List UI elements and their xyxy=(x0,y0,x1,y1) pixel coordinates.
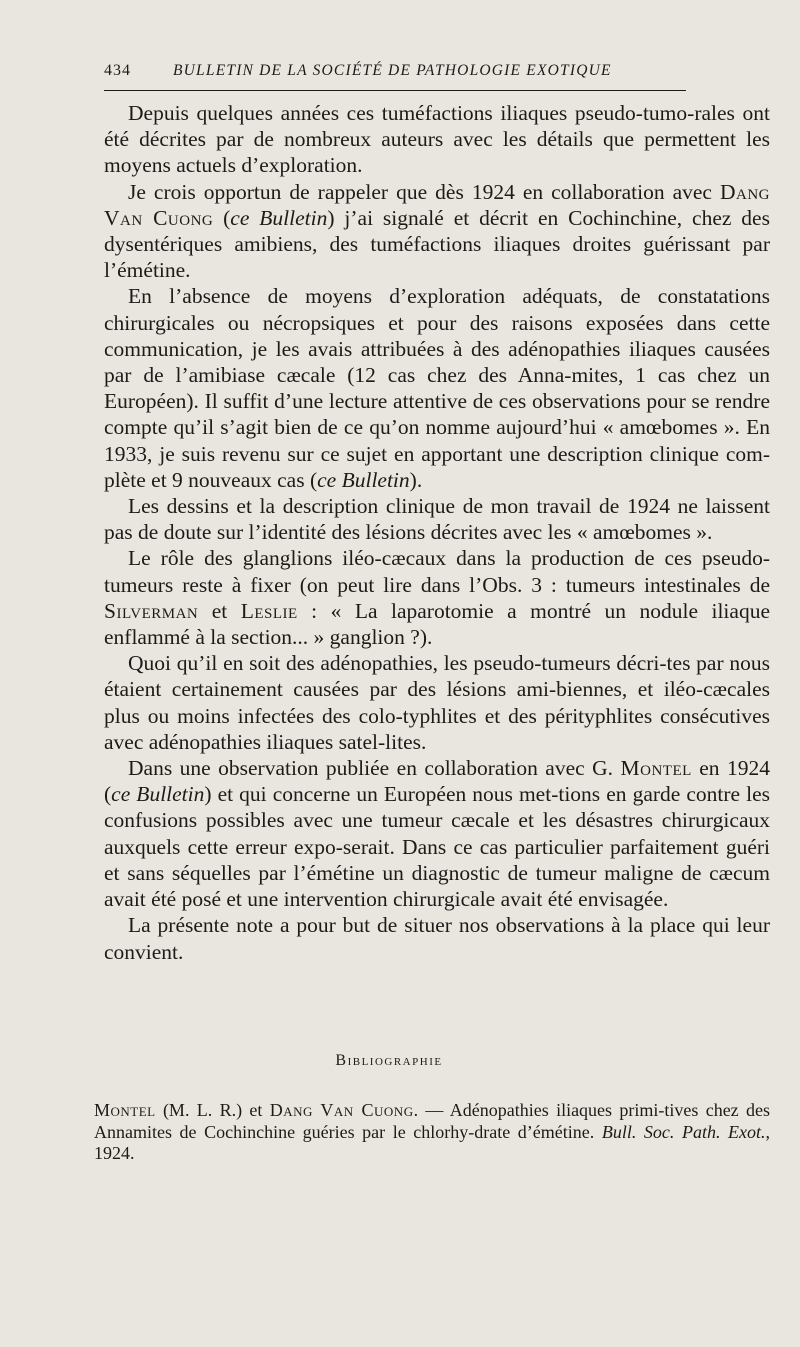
paragraph xyxy=(104,493,770,545)
author-name: Dang Van Cuong xyxy=(104,179,770,230)
text-run: . — Adénopathies iliaques primi-tives chez des Annamites de Cochinchine guéries par le chlorhy-drate d’émétine. xyxy=(94,1100,770,1142)
text-run: La présente note a pour but de situer nos observations à la place qui leur convient. xyxy=(104,913,770,964)
paragraph xyxy=(104,755,770,912)
author-name: Dang Van Cuong xyxy=(269,1100,414,1120)
italic-text: ce Bulletin xyxy=(317,467,410,492)
page-number: 434 xyxy=(104,62,131,79)
text-run: Le rôle des glanglions iléo-cæcaux dans la production de ces pseudo-tumeurs reste à fixer (on peut lire dans l’Obs. 3 : tumeurs intestinales de xyxy=(104,546,770,597)
paragraph xyxy=(104,650,770,755)
italic-text: ce Bulletin xyxy=(230,205,328,230)
text-run: Dans une observation publiée en collaboration avec G. xyxy=(128,756,621,781)
text-run: en 1924 ( xyxy=(104,756,770,807)
text-run: (M. L. R.) et xyxy=(155,1100,270,1120)
text-run: ( xyxy=(213,205,231,230)
italic-text: ce Bulletin xyxy=(111,782,205,807)
author-name: Montel xyxy=(94,1100,156,1120)
text-run: ). xyxy=(409,467,423,492)
author-name: Silverman xyxy=(104,598,199,623)
text-run: , 1924. xyxy=(94,1121,771,1163)
text-run: En l’absence de moyens d’exploration adéquats, de constatations chirurgicales ou nécropsiques et pour des raisons exposées dans cette communication, je les avais attribuées à des adénopathies iliaques causées par de l’amibiase cæcale (12 cas chez des Anna-mites, 1 cas chez un Européen). Il suffit d’une lecture attentive de ces observations pour se rendre compte qu’il s’agit bien de ce qu’on nomme aujourd’hui « amœbomes ». En 1933, je suis revenu sur ce sujet en apportant une description clinique com-plète et 9 nouveaux cas ( xyxy=(104,284,770,492)
paragraph xyxy=(104,545,770,650)
article-body xyxy=(104,100,770,965)
paragraph xyxy=(104,179,770,284)
page-header xyxy=(104,62,684,80)
text-run: Je crois opportun de rappeler que dès 1924 en collaboration avec xyxy=(128,179,720,204)
text-run: Depuis quelques années ces tuméfactions iliaques pseudo-tumo-rales ont été décrites par de nombreux auteurs avec les détails que permettent les moyens actuels d’exploration. xyxy=(104,101,770,178)
text-run: Les dessins et la description clinique de mon travail de 1924 ne laissent pas de doute sur l’identité des lésions décrites avec les « amœbomes ». xyxy=(104,494,770,545)
paragraph xyxy=(104,100,770,179)
bibliography-title: Bibliographie xyxy=(335,1052,443,1069)
italic-text: Bull. Soc. Path. Exot. xyxy=(601,1121,766,1142)
text-run: ) et qui concerne un Européen nous met-tions en garde contre les confusions possibles avec une tumeur cæcale et les désastres chirurgicaux auxquels cette erreur expo-serait. Dans ce cas particulier parfaitement guéri et sans séquelles par l’émétine un diagnostic de tumeur maligne de cæcum avait été posé et une intervention chirurgicale avait été envisagée. xyxy=(104,782,771,912)
paragraph xyxy=(104,912,770,964)
author-name: Montel xyxy=(620,756,692,781)
running-title: BULLETIN DE LA SOCIÉTÉ DE PATHOLOGIE EXOTIQUE xyxy=(173,62,612,79)
paragraph xyxy=(104,283,770,493)
bibliography-entry xyxy=(94,1100,770,1165)
author-name: Leslie xyxy=(240,598,298,623)
text-run: ) j’ai signalé et décrit en Cochinchine, chez des dysentériques amibiens, des tuméfactions iliaques droites guérissant par l’émétine. xyxy=(104,205,770,283)
text-run: : « La laparotomie a montré un nodule iliaque enflammé à la section... » ganglion ?). xyxy=(104,598,770,650)
text-run: et xyxy=(198,598,241,623)
text-run: Quoi qu’il en soit des adénopathies, les pseudo-tumeurs décri-tes par nous étaient certainement causées par des lésions ami-biennes, et iléo-cæcales plus ou moins infectées des colo-typhlites et des pérityphlites consécutives avec adénopathies iliaques satel-lites. xyxy=(104,651,770,754)
header-rule xyxy=(104,90,686,91)
